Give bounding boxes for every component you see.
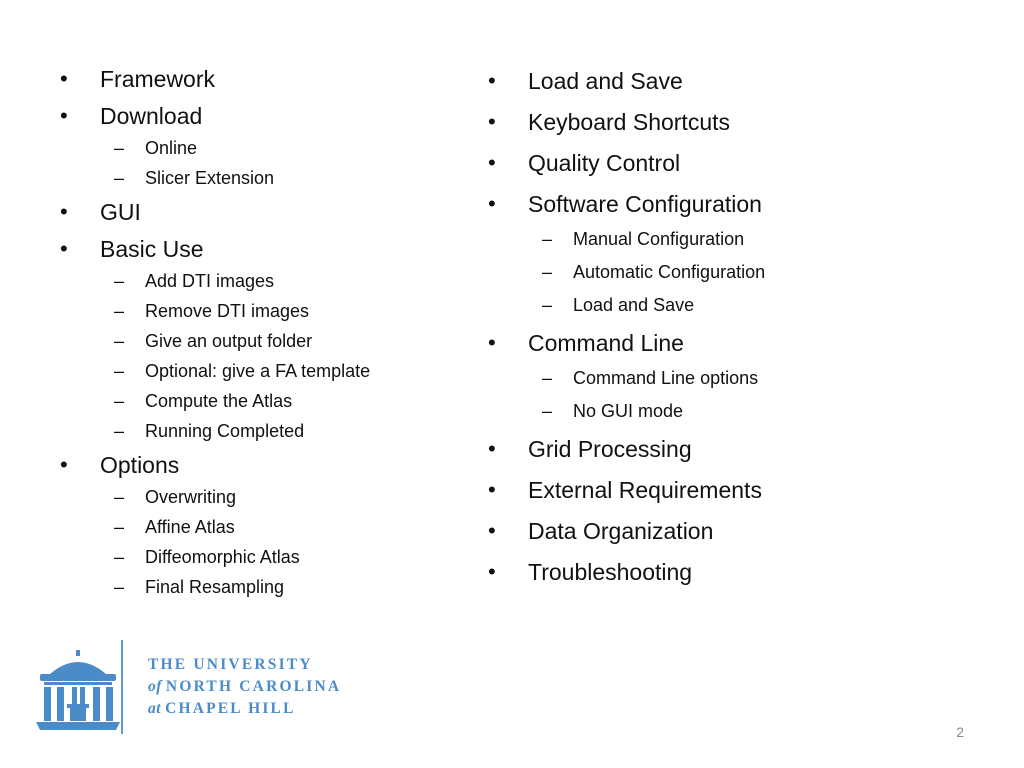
subitem-fa-template: – Optional: give a FA template bbox=[58, 356, 458, 386]
subitem-slicer-extension: – Slicer Extension bbox=[58, 163, 458, 193]
outline-item-data-organization: • Data Organization bbox=[486, 516, 966, 546]
outline-item-grid-processing: • Grid Processing bbox=[486, 434, 966, 464]
subitem-add-dti-images: – Add DTI images bbox=[58, 266, 458, 296]
university-wordmark bbox=[148, 654, 341, 720]
subitem-affine-atlas: – Affine Atlas bbox=[58, 512, 458, 542]
subitem-automatic-configuration: – Automatic Configuration bbox=[486, 256, 966, 289]
outline-item-troubleshooting: • Troubleshooting bbox=[486, 557, 966, 587]
subitem-overwriting: – Overwriting bbox=[58, 482, 458, 512]
right-bullet-list bbox=[486, 66, 966, 587]
download-sublist bbox=[58, 133, 458, 193]
command-line-sublist bbox=[486, 362, 966, 428]
outline-item-framework: • Framework bbox=[58, 64, 458, 94]
subitem-final-resampling: – Final Resampling bbox=[58, 572, 458, 602]
basic-use-sublist bbox=[58, 266, 458, 446]
subitem-config-load-and-save: – Load and Save bbox=[486, 289, 966, 322]
subitem-manual-configuration: – Manual Configuration bbox=[486, 223, 966, 256]
subitem-running-completed: – Running Completed bbox=[58, 416, 458, 446]
left-bullet-list bbox=[58, 64, 458, 602]
subitem-command-line-options: – Command Line options bbox=[486, 362, 966, 395]
subitem-compute-atlas: – Compute the Atlas bbox=[58, 386, 458, 416]
subitem-online: – Online bbox=[58, 133, 458, 163]
outline-item-command-line: • Command Line bbox=[486, 328, 966, 358]
subitem-diffeomorphic-atlas: – Diffeomorphic Atlas bbox=[58, 542, 458, 572]
outline-item-keyboard-shortcuts: • Keyboard Shortcuts bbox=[486, 107, 966, 137]
software-configuration-sublist bbox=[486, 223, 966, 322]
outline-item-load-and-save: • Load and Save bbox=[486, 66, 966, 96]
wordmark-of: of bbox=[148, 678, 162, 695]
outline-item-basic-use: • Basic Use bbox=[58, 234, 458, 264]
subitem-no-gui-mode: – No GUI mode bbox=[486, 395, 966, 428]
options-sublist bbox=[58, 482, 458, 602]
left-outline bbox=[58, 64, 458, 606]
wordmark-line-2 bbox=[148, 676, 341, 698]
subitem-output-folder: – Give an output folder bbox=[58, 326, 458, 356]
outline-item-quality-control: • Quality Control bbox=[486, 148, 966, 178]
wordmark-chapel-hill: CHAPEL HILL bbox=[165, 700, 296, 717]
outline-item-external-requirements: • External Requirements bbox=[486, 475, 966, 505]
outline-item-gui: • GUI bbox=[58, 197, 458, 227]
wordmark-line-1: THE UNIVERSITY bbox=[148, 656, 313, 673]
subitem-remove-dti-images: – Remove DTI images bbox=[58, 296, 458, 326]
outline-item-download: • Download bbox=[58, 101, 458, 131]
logo-divider bbox=[121, 640, 123, 734]
outline-item-software-configuration: • Software Configuration bbox=[486, 189, 966, 219]
right-outline bbox=[486, 66, 966, 598]
slide-number: 2 bbox=[956, 724, 964, 740]
wordmark-north-carolina: NORTH CAROLINA bbox=[165, 678, 342, 695]
outline-item-options: • Options bbox=[58, 450, 458, 480]
wordmark-line-3 bbox=[148, 698, 341, 720]
wordmark-at: at bbox=[148, 700, 162, 717]
